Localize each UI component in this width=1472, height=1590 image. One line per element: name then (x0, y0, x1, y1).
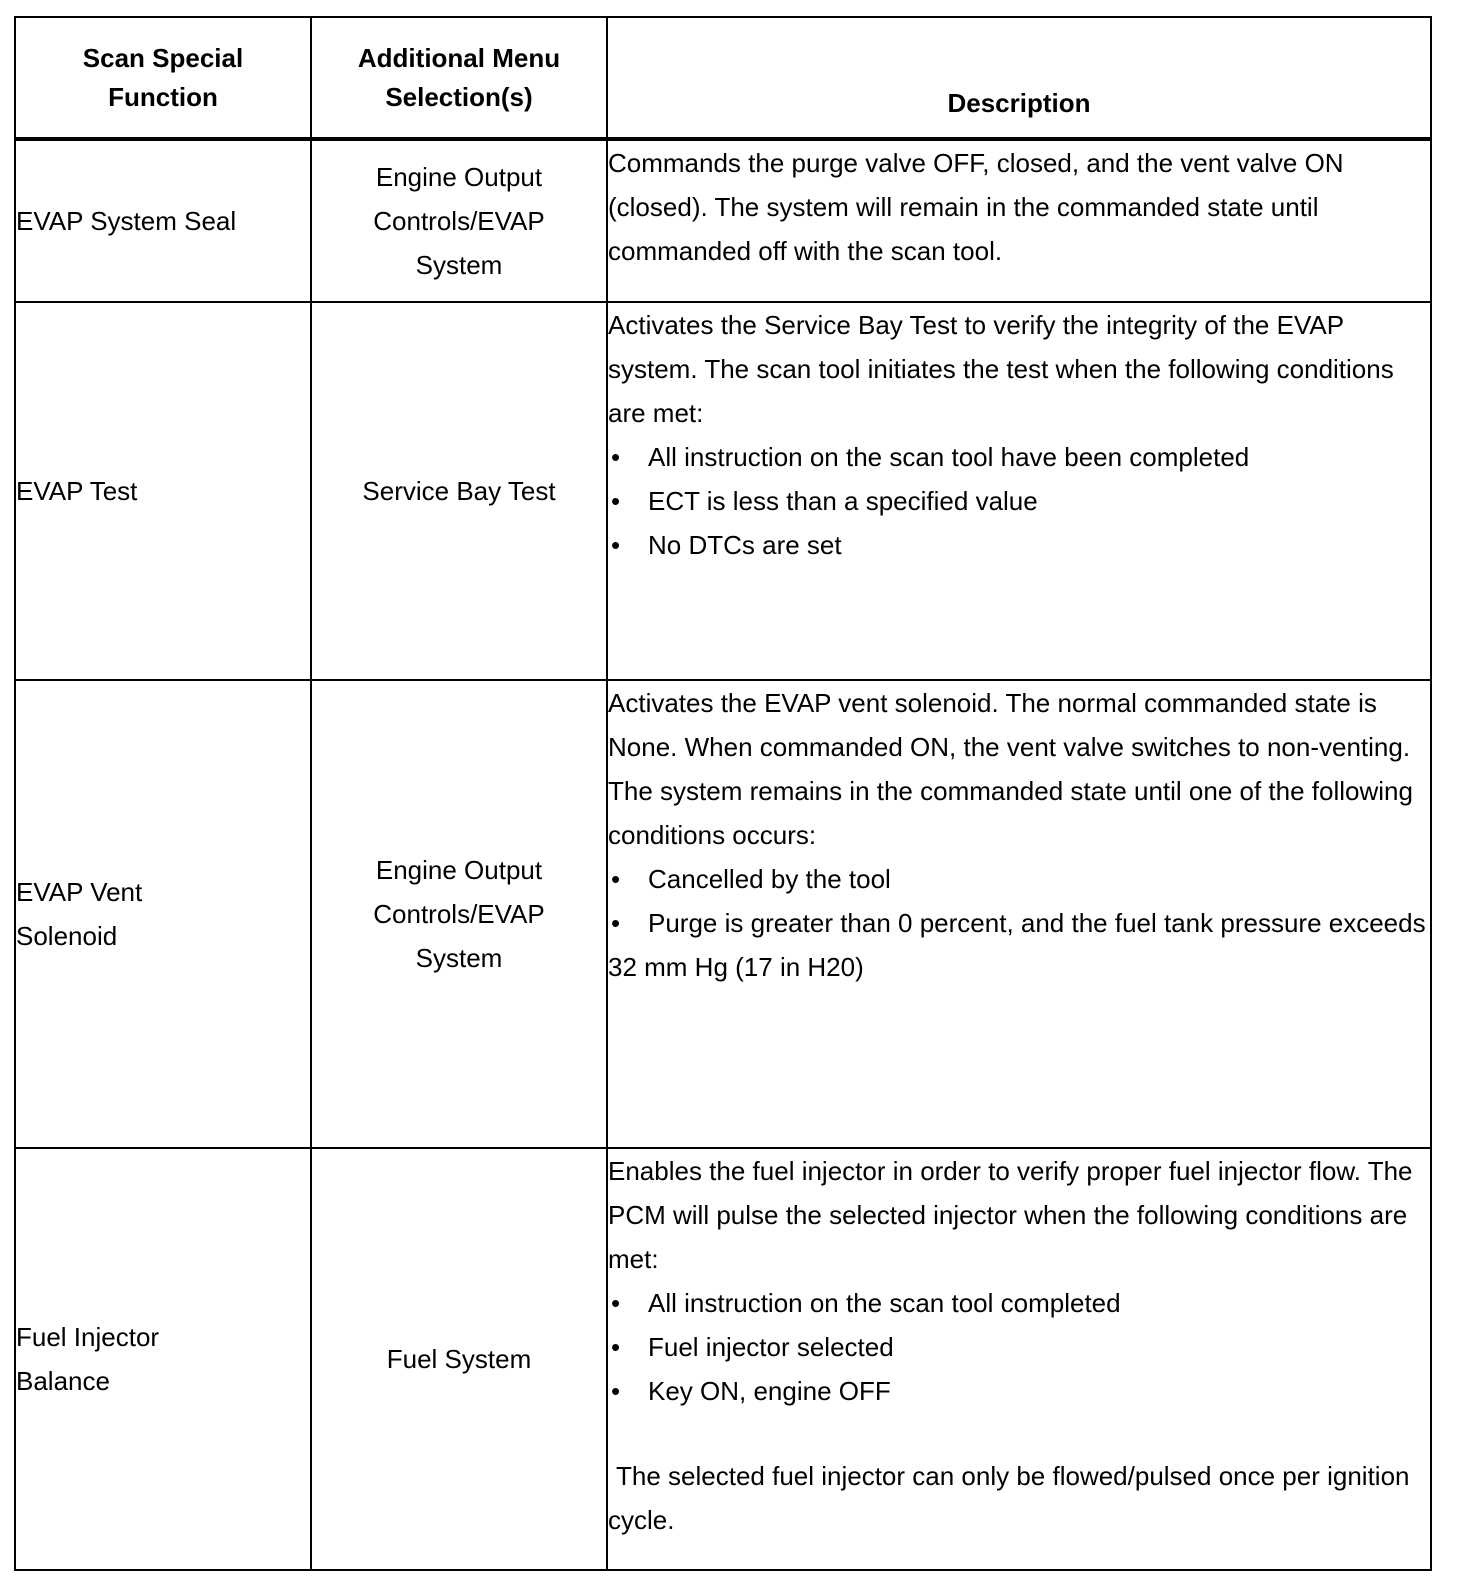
list-item (608, 479, 1430, 523)
bullet-icon: • (611, 530, 621, 560)
description-text: Activates the EVAP vent solenoid. The normal commanded state is None. When commanded ON, the vent valve switches to non-venting. The system remains in the commanded state until one of the following conditions occurs: (608, 688, 1413, 850)
scan-special-functions-table (14, 16, 1432, 1571)
list-item-text: Fuel injector selected (648, 1332, 894, 1362)
description-cell (607, 302, 1431, 680)
description-cell (607, 139, 1431, 302)
function-cell: Fuel Injector Balance (15, 1148, 311, 1570)
table-row-evap-vent-solenoid (15, 680, 1431, 1148)
list-item (608, 1325, 1430, 1369)
list-item (608, 901, 1430, 989)
header-description: Description (607, 17, 1431, 139)
condition-list (608, 435, 1430, 567)
bullet-icon: • (611, 442, 621, 472)
function-cell: EVAP System Seal (15, 139, 311, 302)
list-item (608, 857, 1430, 901)
list-item (608, 1281, 1430, 1325)
function-cell: EVAP Vent Solenoid (15, 680, 311, 1148)
list-item-text: Key ON, engine OFF (648, 1376, 891, 1406)
bullet-icon: • (611, 1288, 621, 1318)
table-row-fuel-injector-balance (15, 1148, 1431, 1570)
list-item (608, 523, 1430, 567)
list-item-text: No DTCs are set (648, 530, 842, 560)
table-body (15, 139, 1431, 1570)
list-item-text: ECT is less than a specified value (648, 486, 1038, 516)
table-row-evap-test (15, 302, 1431, 680)
condition-list (608, 1281, 1430, 1413)
menu-selection-cell: Fuel System (311, 1148, 607, 1570)
description-text: Commands the purge valve OFF, closed, and the vent valve ON (closed). The system will remain in the commanded state until commanded off with the scan tool. (608, 148, 1344, 266)
description-cell (607, 680, 1431, 1148)
list-item-text: Cancelled by the tool (648, 864, 891, 894)
bullet-icon: • (611, 1332, 621, 1362)
header-scan-special-function: Scan Special Function (15, 17, 311, 139)
condition-list (608, 857, 1430, 989)
header-additional-menu-selections: Additional Menu Selection(s) (311, 17, 607, 139)
list-item-text: Purge is greater than 0 percent, and the fuel tank pressure exceeds 32 mm Hg (17 in H20) (608, 908, 1426, 982)
list-item (608, 1369, 1430, 1413)
header-row (15, 17, 1431, 139)
bullet-icon: • (611, 1376, 621, 1406)
menu-selection-cell: Service Bay Test (311, 302, 607, 680)
list-item-text: All instruction on the scan tool completed (648, 1288, 1121, 1318)
table-header (15, 17, 1431, 139)
list-item (608, 435, 1430, 479)
menu-selection-cell: Engine Output Controls/EVAP System (311, 680, 607, 1148)
list-item-text: All instruction on the scan tool have been completed (648, 442, 1250, 472)
note-text: The selected fuel injector can only be flowed/pulsed once per ignition cycle. (608, 1461, 1410, 1535)
function-cell: EVAP Test (15, 302, 311, 680)
description-text: Activates the Service Bay Test to verify the integrity of the EVAP system. The scan tool initiates the test when the following conditions are met: (608, 310, 1394, 428)
menu-selection-cell: Engine Output Controls/EVAP System (311, 139, 607, 302)
bullet-icon: • (611, 864, 621, 894)
bullet-icon: • (611, 908, 621, 938)
bullet-icon: • (611, 486, 621, 516)
table-row-evap-system-seal (15, 139, 1431, 302)
description-cell (607, 1148, 1431, 1570)
description-text: Enables the fuel injector in order to verify proper fuel injector flow. The PCM will pulse the selected injector when the following conditions are met: (608, 1156, 1413, 1274)
